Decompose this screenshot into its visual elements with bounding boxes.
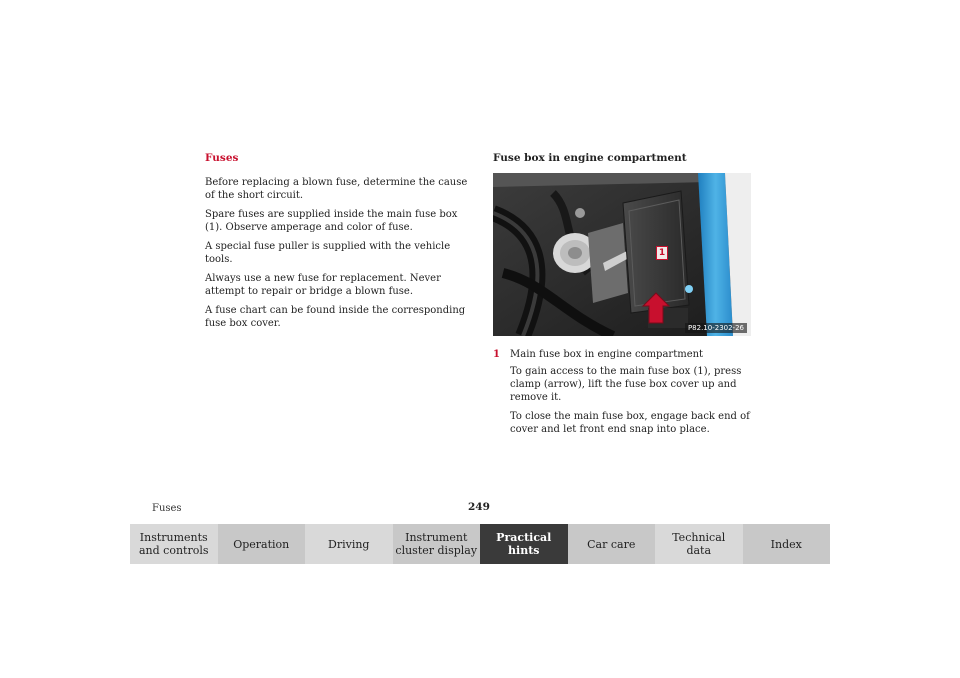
- tab-label: Instrument cluster display: [395, 531, 478, 557]
- tab-label: Index: [770, 537, 802, 551]
- paragraph: A fuse chart can be found inside the corresponding fuse box cover.: [205, 305, 466, 329]
- tab-practical-hints[interactable]: [480, 524, 568, 564]
- legend-number: 1: [493, 349, 500, 360]
- tab-label: Practical hints: [496, 531, 552, 557]
- tab-driving[interactable]: [305, 524, 393, 564]
- instruction-paragraph: To close the main fuse box, engage back end of cover and let front end snap into place.: [510, 411, 750, 435]
- tab-car-care[interactable]: [568, 524, 656, 564]
- footer-section-name: Fuses: [152, 503, 182, 514]
- legend-label: Main fuse box in engine compartment: [510, 349, 704, 360]
- paragraph: A special fuse puller is supplied with the vehicle tools.: [205, 241, 451, 265]
- tab-technical-data[interactable]: [655, 524, 743, 564]
- figure-title: Fuse box in engine compartment: [493, 152, 687, 164]
- paragraph: Spare fuses are supplied inside the main fuse box (1). Observe amperage and color of fuse.: [205, 209, 458, 233]
- page-number: 249: [468, 501, 490, 513]
- tab-instrument-cluster-display[interactable]: [393, 524, 481, 564]
- tab-label: Driving: [328, 537, 370, 551]
- engine-photo: [493, 173, 751, 336]
- paragraph: Before replacing a blown fuse, determine the cause of the short circuit.: [205, 177, 468, 201]
- tab-operation[interactable]: [218, 524, 306, 564]
- figure-legend: [493, 348, 755, 436]
- tab-instruments-and-controls[interactable]: [130, 524, 218, 564]
- fuse-box-section: [493, 152, 755, 442]
- paragraph: Always use a new fuse for replacement. Never attempt to repair or bridge a blown fuse.: [205, 273, 441, 297]
- figure-reference: P82.10-2302-26: [685, 323, 747, 333]
- fuses-section: [205, 152, 475, 336]
- tab-label: Operation: [233, 537, 290, 551]
- callout-1: 1: [656, 246, 668, 260]
- tab-label: Instruments and controls: [138, 531, 209, 557]
- engine-compartment-illustration: [493, 173, 751, 336]
- instruction-paragraph: To gain access to the main fuse box (1), press clamp (arrow), lift the fuse box cover up and remove it.: [510, 366, 742, 403]
- tab-index[interactable]: [743, 524, 831, 564]
- tab-label: Technical data: [672, 531, 726, 557]
- tab-label: Car care: [587, 537, 636, 551]
- chapter-nav: [130, 524, 830, 564]
- legend-item: [493, 348, 755, 361]
- section-title: Fuses: [205, 152, 239, 164]
